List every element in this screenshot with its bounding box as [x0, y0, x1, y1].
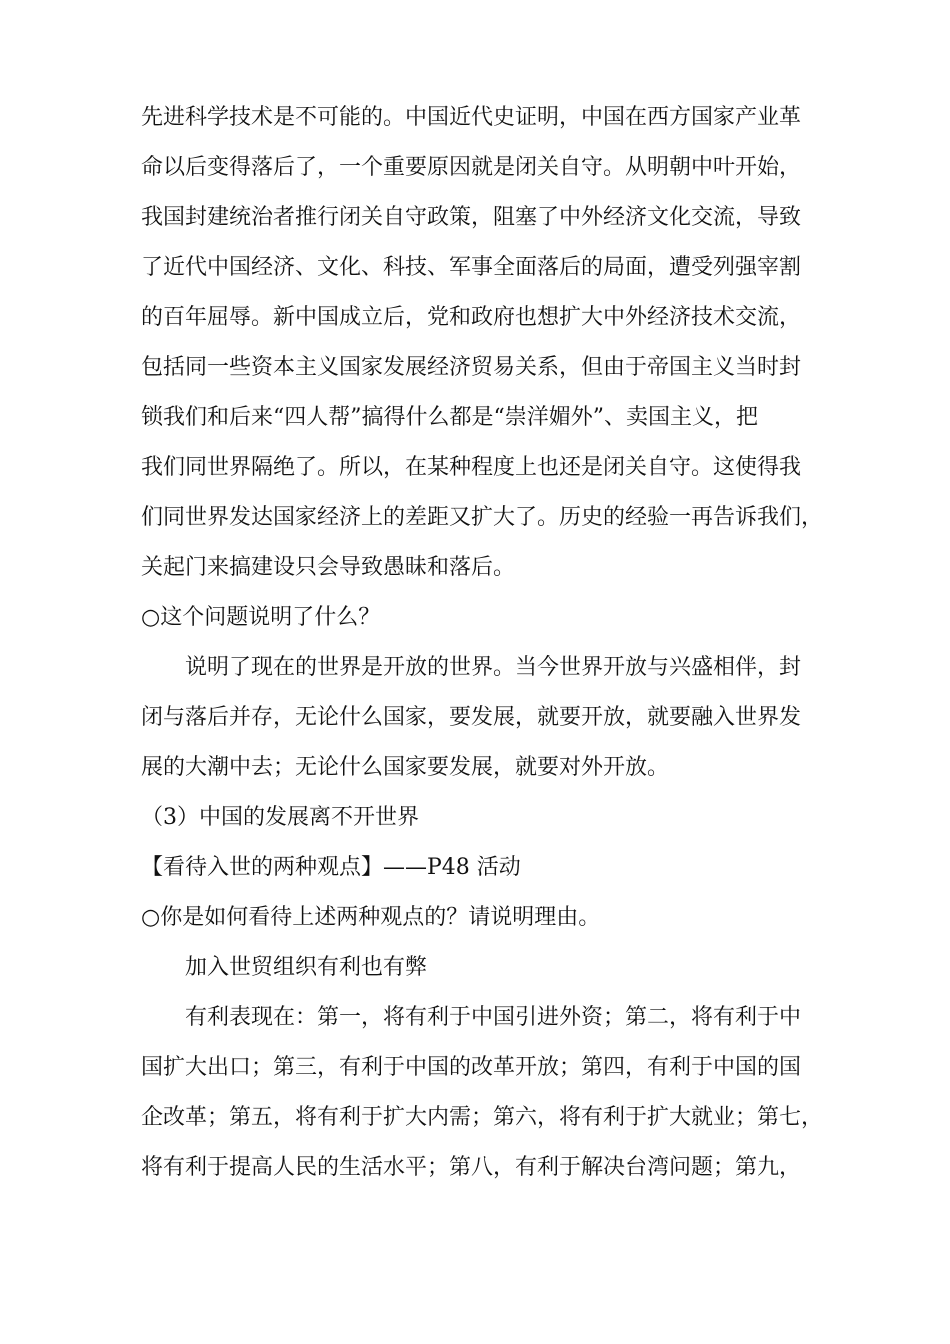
text-line-3: 我国封建统治者推行闭关自守政策，阻塞了中外经济文化交流，导致 [141, 205, 802, 230]
text-line-10: 关起门来搞建设只会导致愚昧和落后。 [141, 555, 516, 580]
text-line-7: 锁我们和后来“四人帮”搞得什么都是“崇洋媚外”、卖国主义，把 [141, 405, 758, 430]
text-line-4: 了近代中国经济、文化、科技、军事全面落后的局面，遭受列强宰割 [141, 255, 802, 280]
answer-line-2: 闭与落后并存，无论什么国家，要发展，就要开放，就要融入世界发 [141, 705, 802, 730]
text-line-1: 先进科学技术是不可能的。中国近代史证明，中国在西方国家产业革 [141, 105, 802, 130]
text-line-6: 包括同一些资本主义国家发展经济贸易关系，但由于帝国主义当时封 [141, 355, 802, 380]
benefit-line-4: 将有利于提高人民的生活水平；第八，有利于解决台湾问题；第九， [141, 1155, 802, 1180]
benefit-line-3: 企改革；第五，将有利于扩大内需；第六，将有利于扩大就业；第七， [141, 1105, 824, 1130]
section-heading-3: （3）中国的发展离不开世界 [141, 805, 419, 830]
activity-heading: 【看待入世的两种观点】——P48 活动 [141, 855, 521, 880]
question-line-2: ○你是如何看待上述两种观点的？请说明理由。 [141, 905, 601, 930]
answer-line-3: 展的大潮中去；无论什么国家要发展，就要对外开放。 [141, 755, 670, 780]
text-line-9: 们同世界发达国家经济上的差距又扩大了。历史的经验一再告诉我们， [141, 505, 824, 530]
text-line-2: 命以后变得落后了，一个重要原因就是闭关自守。从明朝中叶开始， [141, 155, 802, 180]
answer-summary: 加入世贸组织有利也有弊 [185, 955, 428, 980]
question-line-1: ○这个问题说明了什么？ [141, 605, 381, 630]
benefit-line-1: 有利表现在：第一，将有利于中国引进外资；第二，将有利于中 [185, 1005, 802, 1030]
text-line-5: 的百年屈辱。新中国成立后，党和政府也想扩大中外经济技术交流， [141, 305, 802, 330]
answer-line-1: 说明了现在的世界是开放的世界。当今世界开放与兴盛相伴，封 [185, 655, 802, 680]
benefit-line-2: 国扩大出口；第三，有利于中国的改革开放；第四，有利于中国的国 [141, 1055, 802, 1080]
text-line-8: 我们同世界隔绝了。所以，在某种程度上也还是闭关自守。这使得我 [141, 455, 802, 480]
